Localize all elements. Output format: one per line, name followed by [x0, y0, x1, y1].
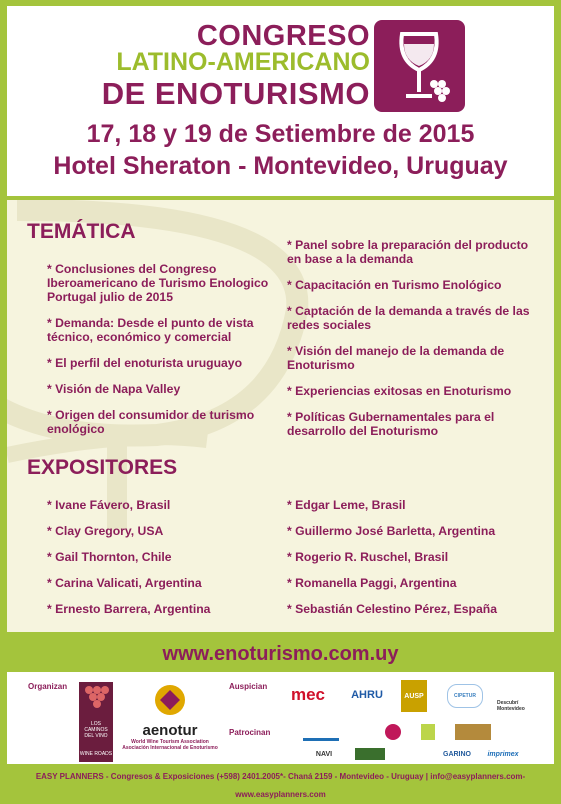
aenotur-sub1: World Wine Tourism Association	[131, 739, 209, 745]
wine-roads-text: WINE ROADS	[79, 751, 113, 757]
list-item: * Clay Gregory, USA	[47, 524, 164, 538]
expositores-left-list	[47, 498, 282, 628]
mec-logo: mec	[290, 685, 326, 704]
list-item: * Capacitación en Turismo Enológico	[287, 278, 502, 292]
aenotur-logo	[120, 682, 220, 762]
tematica-left-list	[47, 262, 282, 448]
imprimex-logo: imprimex	[487, 750, 519, 758]
cipetur-logo: CIPETUR	[447, 684, 483, 708]
list-item: * Captación de la demanda a través de las redes sociales	[287, 304, 530, 332]
tematica-right-list	[287, 238, 542, 450]
list-item: * Visión de Napa Valley	[47, 382, 181, 396]
list-item: * Experiencias exitosas en Enoturismo	[287, 384, 512, 398]
list-item: * Visión del manejo de la demanda de Enoturismo	[287, 344, 505, 372]
list-item: * Sebastián Celestino Pérez, España	[287, 602, 497, 616]
my-logo	[385, 724, 401, 740]
list-item: * Carina Valicati, Argentina	[47, 576, 202, 590]
list-item: * Gail Thornton, Chile	[47, 550, 172, 564]
navi-logo: NAVI	[315, 750, 333, 758]
aenotur-sub2: Asociación Internacional de Enoturismo	[122, 745, 218, 751]
list-item: * Guillermo José Barletta, Argentina	[287, 524, 496, 538]
wine-route-logo	[355, 748, 385, 760]
auspician-label: Auspician	[229, 682, 268, 691]
familia-deicas-logo	[400, 748, 430, 760]
descubri-montevideo-logo: Descubrí Montevideo	[497, 700, 525, 712]
contact-info: EASY PLANNERS - Congresos & Exposiciones (+598) 2401.2005*- Chaná 2159 - Montevideo - Uruguay | info@easyplanners.com-www.easyplanners.com	[35, 772, 526, 799]
title-line-3: DE ENOTURISMO	[101, 76, 370, 111]
list-item: * Rogerio R. Ruschel, Brasil	[287, 550, 449, 564]
tematica-title: TEMÁTICA	[27, 220, 136, 243]
wine-glass-icon	[374, 20, 465, 112]
wine-glass-logo	[374, 20, 465, 112]
caminos-del-vino-logo	[79, 682, 113, 762]
website-url[interactable]: www.enoturismo.com.uy	[162, 643, 399, 665]
ausp-logo: AUSP	[401, 680, 427, 712]
list-item: * Edgar Leme, Brasil	[287, 498, 406, 512]
event-date: 17, 18 y 19 de Setiembre de 2015	[86, 120, 475, 148]
event-venue: Hotel Sheraton - Montevideo, Uruguay	[53, 152, 508, 180]
aenotur-emblem-icon	[120, 682, 220, 718]
list-item: * Demanda: Desde el punto de vista técnico, económico y comercial	[47, 316, 254, 344]
title-line-1: CONGRESO	[196, 20, 370, 52]
patrocinan-label: Patrocinan	[229, 728, 271, 737]
list-item: * Ivane Fávero, Brasil	[47, 498, 171, 512]
list-item: * Ernesto Barrera, Argentina	[47, 602, 211, 616]
aenotur-name: aenotur	[142, 722, 198, 739]
list-item: * Panel sobre la preparación del producto en base a la demanda	[287, 238, 529, 266]
garino-logo: GARINO	[443, 750, 471, 758]
list-item: * El perfil del enoturista uruguayo	[47, 356, 243, 370]
list-item: * Conclusiones del Congreso Iberoamericano de Turismo Enologico Portugal julio de 2015	[47, 262, 269, 304]
content-panel	[7, 200, 554, 632]
list-item: * Políticas Gubernamentales para el desarrollo del Enoturismo	[287, 410, 495, 438]
sponsors-footer	[7, 672, 554, 764]
ahru-logo: AHRU	[351, 689, 383, 701]
organizan-label: Organizan	[28, 682, 68, 691]
expositores-title: EXPOSITORES	[27, 456, 178, 479]
title-line-2: LATINO-AMERICANO	[116, 48, 370, 76]
grapes-icon	[79, 682, 113, 712]
caminos-text: LOS CAMINOS DEL VINO	[84, 721, 108, 739]
list-item: * Romanella Paggi, Argentina	[287, 576, 457, 590]
poster-header	[7, 6, 554, 196]
expositores-right-list	[287, 498, 542, 628]
cork-sponsor-logo	[455, 724, 491, 740]
green-sponsor-logo	[421, 724, 435, 740]
uruguay-natural-logo	[303, 722, 339, 741]
list-item: * Origen del consumidor de turismo enológico	[47, 408, 255, 436]
